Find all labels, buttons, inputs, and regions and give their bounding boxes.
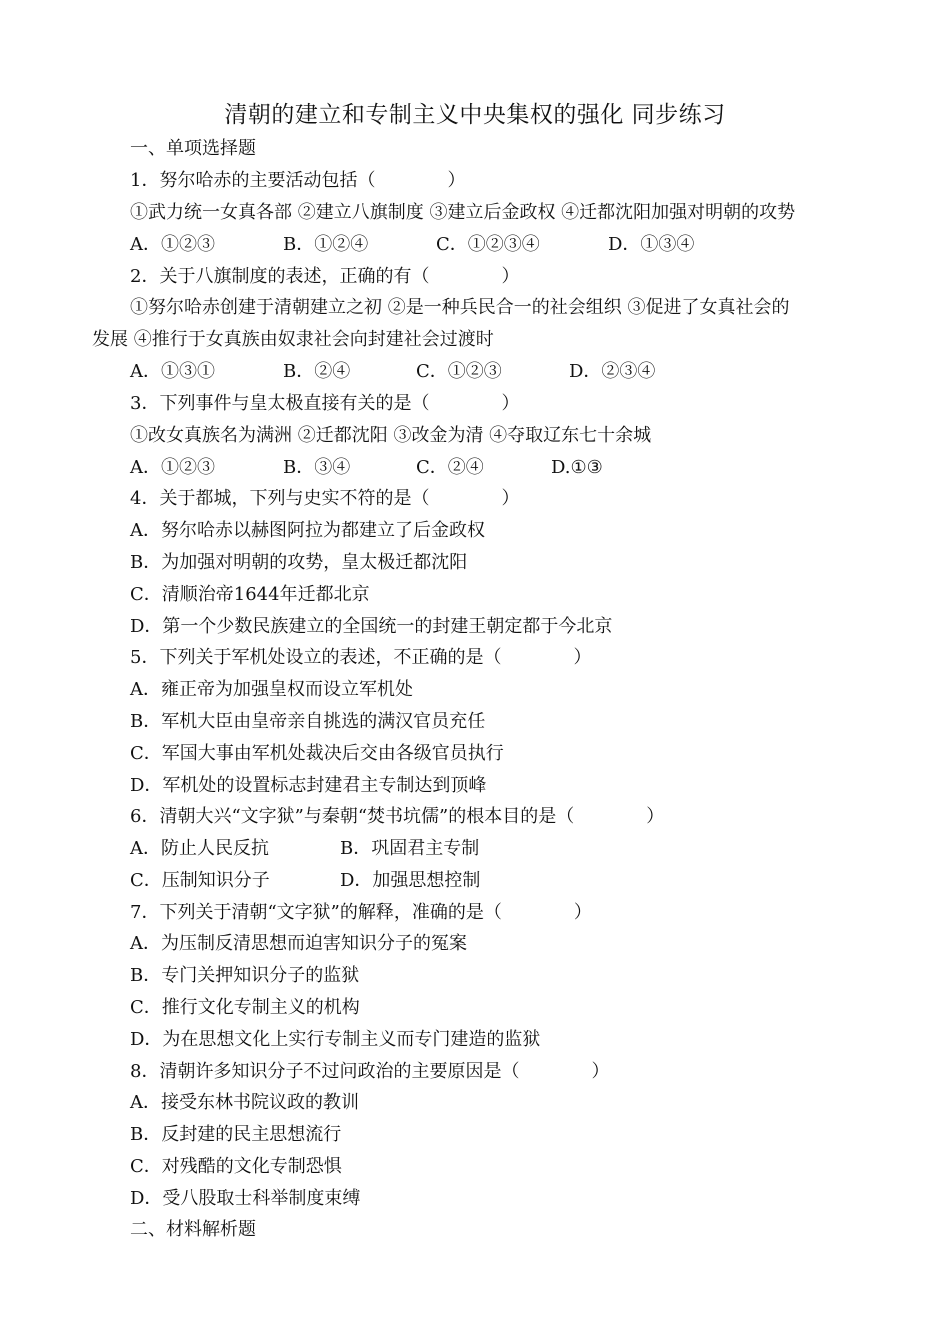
question-1-options bbox=[130, 233, 694, 257]
option-b: B．③④ bbox=[283, 457, 351, 478]
option-d: D．①③④ bbox=[608, 234, 695, 255]
question-8-option-d: D．受八股取士科举制度束缚 bbox=[130, 1188, 361, 1209]
question-6-options-row1 bbox=[130, 837, 479, 861]
option-a: A．①③① bbox=[130, 361, 215, 382]
option-c: C．①②③④ bbox=[436, 234, 540, 255]
question-7-stem: 7．下列关于清朝“文字狱”的解释，准确的是（ ） bbox=[130, 902, 592, 923]
question-8-option-a: A．接受东林书院议政的教训 bbox=[130, 1092, 359, 1113]
page-title: 清朝的建立和专制主义中央集权的强化 同步练习 bbox=[224, 102, 726, 128]
question-5-option-b: B．军机大臣由皇帝亲自挑选的满汉官员充任 bbox=[130, 711, 486, 732]
option-a: A．①②③ bbox=[130, 457, 215, 478]
question-5-option-c: C．军国大事由军机处裁决后交由各级官员执行 bbox=[130, 743, 504, 764]
question-2-items-line2: 发展 ④推行于女真族由奴隶社会向封建社会过渡时 bbox=[92, 329, 494, 350]
option-a: A．①②③ bbox=[130, 234, 215, 255]
question-4-option-a: A．努尔哈赤以赫图阿拉为都建立了后金政权 bbox=[130, 520, 485, 541]
question-4-option-d: D．第一个少数民族建立的全国统一的封建王朝定都于今北京 bbox=[130, 616, 613, 637]
option-d: D．加强思想控制 bbox=[340, 870, 481, 891]
question-6-stem: 6．清朝大兴“文字狱”与秦朝“焚书坑儒”的根本目的是（ ） bbox=[130, 806, 665, 827]
question-7-option-d: D．为在思想文化上实行专制主义而专门建造的监狱 bbox=[130, 1029, 541, 1050]
option-c: C．②④ bbox=[416, 457, 484, 478]
question-4-stem: 4．关于都城，下列与史实不符的是（ ） bbox=[130, 488, 520, 509]
option-d: D.①③ bbox=[551, 457, 603, 478]
section-heading-choice: 一、单项选择题 bbox=[130, 138, 256, 159]
question-4-option-c: C．清顺治帝1644年迁都北京 bbox=[130, 584, 370, 605]
option-d: D．②③④ bbox=[569, 361, 656, 382]
question-1-stem: 1．努尔哈赤的主要活动包括（ ） bbox=[130, 170, 466, 191]
question-6-options-row2 bbox=[130, 869, 480, 893]
question-7-option-b: B．专门关押知识分子的监狱 bbox=[130, 965, 360, 986]
question-8-option-b: B．反封建的民主思想流行 bbox=[130, 1124, 342, 1145]
question-3-stem: 3．下列事件与皇太极直接有关的是（ ） bbox=[130, 393, 520, 414]
section-heading-material: 二、材料解析题 bbox=[130, 1219, 256, 1240]
question-8-option-c: C．对残酷的文化专制恐惧 bbox=[130, 1156, 342, 1177]
question-7-option-c: C．推行文化专制主义的机构 bbox=[130, 997, 360, 1018]
question-1-items: ①武力统一女真各部 ②建立八旗制度 ③建立后金政权 ④迁都沈阳加强对明朝的攻势 bbox=[130, 202, 796, 223]
option-c: C．①②③ bbox=[416, 361, 502, 382]
option-a: A．防止人民反抗 bbox=[130, 838, 269, 859]
question-2-options bbox=[130, 360, 655, 384]
question-4-option-b: B．为加强对明朝的攻势，皇太极迁都沈阳 bbox=[130, 552, 468, 573]
question-2-stem: 2．关于八旗制度的表述，正确的有（ ） bbox=[130, 266, 520, 287]
question-7-option-a: A．为压制反清思想而迫害知识分子的冤案 bbox=[130, 933, 467, 954]
option-b: B．巩固君主专制 bbox=[340, 838, 480, 859]
option-c: C．压制知识分子 bbox=[130, 870, 270, 891]
question-5-option-d: D．军机处的设置标志封建君主专制达到顶峰 bbox=[130, 775, 487, 796]
question-8-stem: 8．清朝许多知识分子不过问政治的主要原因是（ ） bbox=[130, 1061, 610, 1082]
question-5-option-a: A．雍正帝为加强皇权而设立军机处 bbox=[130, 679, 413, 700]
question-5-stem: 5．下列关于军机处设立的表述，不正确的是（ ） bbox=[130, 647, 592, 668]
question-3-items: ①改女真族名为满洲 ②迁都沈阳 ③改金为清 ④夺取辽东七十余城 bbox=[130, 425, 652, 446]
question-3-options bbox=[130, 456, 603, 480]
question-2-items-line1: ①努尔哈赤创建于清朝建立之初 ②是一种兵民合一的社会组织 ③促进了女真社会的 bbox=[130, 297, 790, 318]
option-b: B．①②④ bbox=[283, 234, 369, 255]
option-b: B．②④ bbox=[283, 361, 351, 382]
